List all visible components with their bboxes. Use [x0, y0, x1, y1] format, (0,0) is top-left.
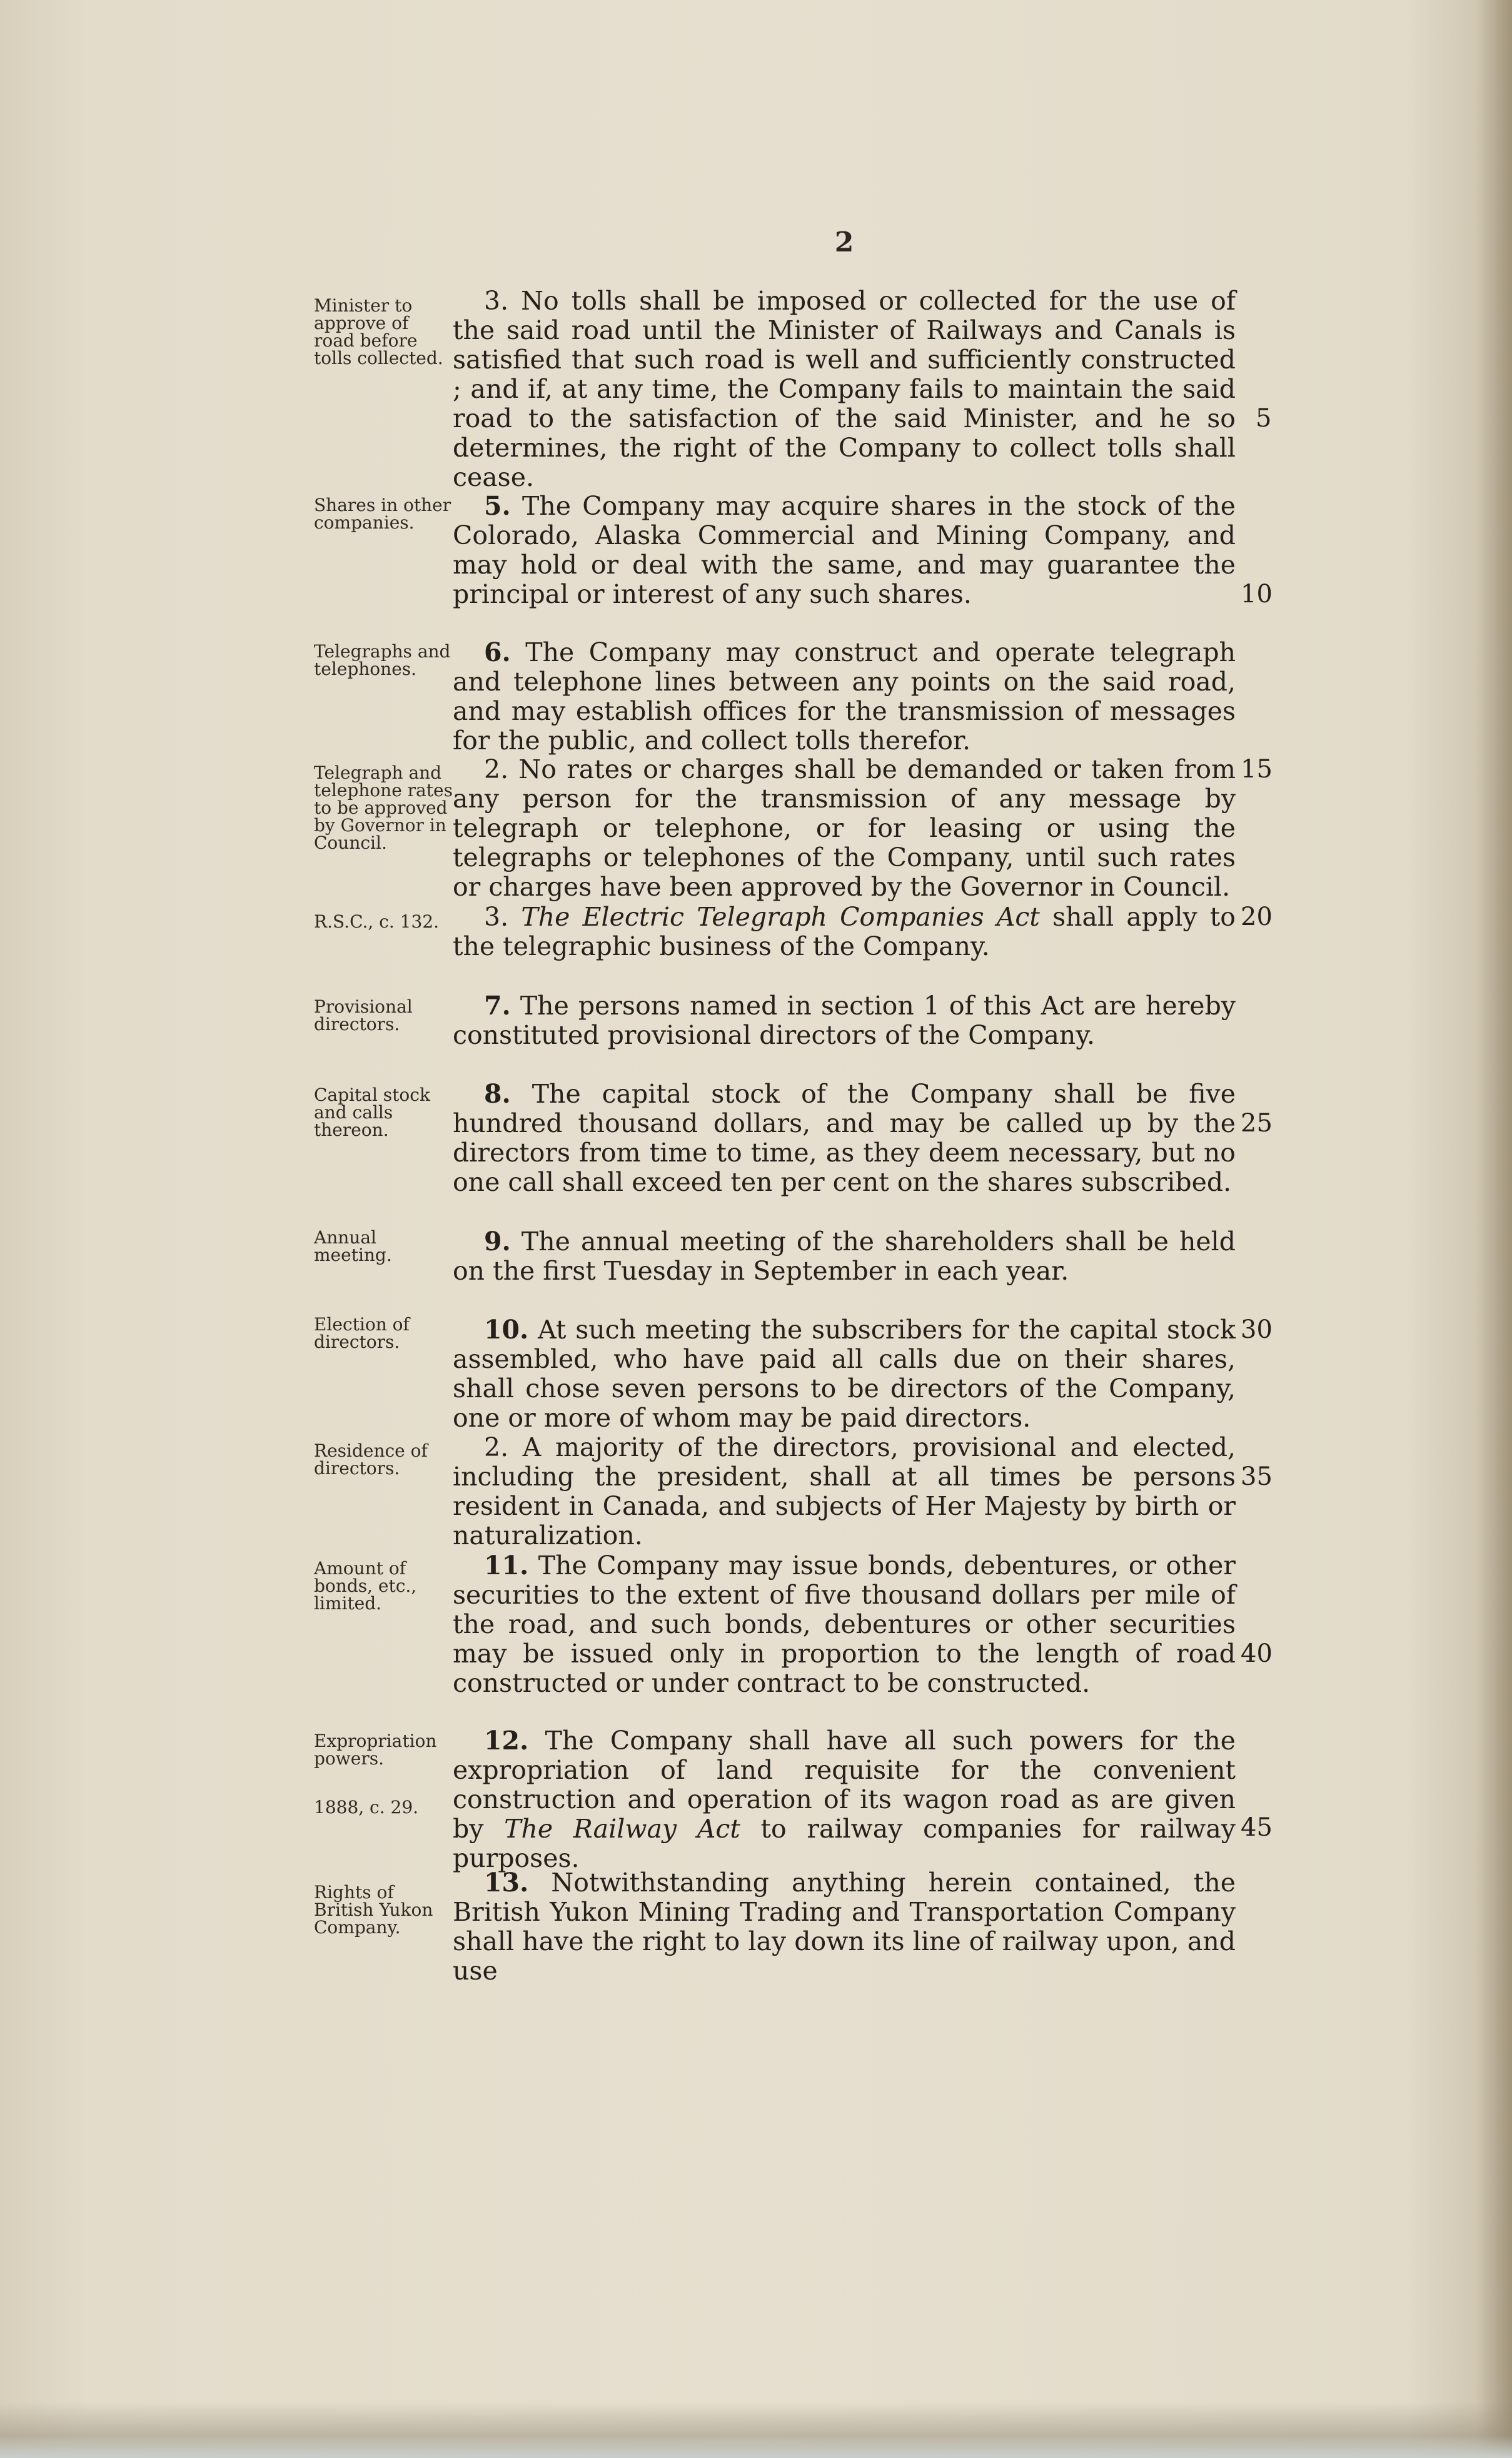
line-number: 35 — [1241, 1462, 1273, 1491]
line-number: 45 — [1241, 1813, 1273, 1842]
line-number: 15 — [1241, 755, 1273, 784]
margin-note: R.S.C., c. 132. — [314, 911, 440, 932]
act-title: The Electric Telegraph Companies Act — [521, 902, 1040, 932]
line-number: 5 — [1256, 404, 1272, 433]
margin-note: Minister to approve of road before tolls collected. — [314, 295, 443, 368]
section-paragraph — [453, 903, 1236, 961]
section-paragraph — [453, 638, 1236, 756]
section-number: 8. — [484, 1079, 511, 1109]
section-paragraph — [453, 1080, 1236, 1197]
line-number: 30 — [1241, 1315, 1273, 1344]
margin-note: Expropriation powers. — [314, 1731, 437, 1769]
line-number: 20 — [1241, 903, 1273, 931]
section-paragraph — [453, 991, 1236, 1050]
paragraph-text: The Company may construct and operate telegraph and telephone lines between any points on the said road, and may establish offices for the transmission of messages for the public, and collect tolls therefor. — [453, 637, 1236, 756]
act-title: The Railway Act — [504, 1814, 740, 1844]
line-number: 10 — [1241, 580, 1273, 609]
page-bottom-edge — [0, 2402, 1512, 2458]
page-edge-shadow — [1474, 0, 1512, 2458]
margin-note: Annual meeting. — [314, 1227, 392, 1265]
paragraph-text: The Company may acquire shares in the stock of the Colorado, Alaska Commercial and Mining Company, and may hold or deal with the same, and may guarantee the principal or interest of any such shares. — [453, 491, 1236, 609]
page-number: 2 — [834, 226, 854, 258]
paragraph-text: Notwithstanding anything herein contained, the British Yukon Mining Trading and Transportation Company shall have the right to lay down its line of railway upon, and use — [453, 1868, 1236, 1986]
section-paragraph — [453, 1315, 1236, 1433]
margin-note-citation: 1888, c. 29. — [314, 1797, 419, 1818]
margin-note: Telegraph and telephone rates to be approved by Governor in Council. — [314, 762, 453, 853]
margin-note: Shares in other companies. — [314, 495, 451, 533]
section-paragraph — [453, 1227, 1236, 1286]
paragraph-text: 3. No tolls shall be imposed or collected for the use of the said road until the Minister of Railways and Canals is satisfied that such road is well and sufficiently constructed ; and if, at any time, the Company fails to maintain the said road to the satisfaction of the said Minister, and he so determines, the right of the Company to collect tolls shall cease. — [453, 286, 1236, 492]
paragraph-text: 2. A majority of the directors, provisional and elected, including the president, shall at all times be persons resident in Canada, and subjects of Her Majesty by birth or naturalization. — [453, 1432, 1236, 1550]
section-number: 13. — [484, 1868, 529, 1898]
paragraph-text: The Company may issue bonds, debentures, or other securities to the extent of five thousand dollars per mile of the road, and such bonds, debentures or other securities may be issued only in proportion to the length of road constructed or under contract to be constructed. — [453, 1550, 1236, 1698]
section-paragraph — [453, 755, 1236, 902]
paragraph-text: The persons named in section 1 of this Act are hereby constituted provisional directors of the Company. — [453, 991, 1236, 1050]
paragraph-text: 2. No rates or charges shall be demanded or taken from any person for the transmission of any message by telegraph or telephone, or for leasing or using the telegraphs or telephones of the Company, until such rates or charges have been approved by the Governor in Council. — [453, 754, 1236, 902]
paragraph-text: The capital stock of the Company shall be five hundred thousand dollars, and may be called up by the directors from time to time, as they deem necessary, but no one call shall exceed ten per cent on the shares subscribed. — [453, 1079, 1236, 1197]
section-number: 6. — [484, 637, 511, 667]
paragraph-text: The annual meeting of the shareholders shall be held on the first Tuesday in September in each year. — [453, 1226, 1236, 1286]
margin-note: Amount of bonds, etc., limited. — [314, 1558, 417, 1614]
section-number: 10. — [484, 1315, 529, 1345]
section-number: 12. — [484, 1726, 529, 1756]
margin-note: Rights of British Yukon Company. — [314, 1882, 433, 1938]
section-paragraph — [453, 1433, 1236, 1550]
paragraph-text: shall apply to the telegraphic business of the Company. — [453, 902, 1236, 961]
section-number: 9. — [484, 1226, 511, 1257]
margin-note: Telegraphs and telephones. — [314, 641, 451, 679]
section-paragraph — [453, 286, 1236, 492]
margin-note: Election of directors. — [314, 1314, 410, 1352]
paragraph-text: 3. — [484, 902, 509, 932]
section-paragraph — [453, 492, 1236, 609]
section-paragraph — [453, 1726, 1236, 1873]
margin-note: Provisional directors. — [314, 996, 413, 1034]
section-paragraph — [453, 1551, 1236, 1698]
line-number: 25 — [1241, 1109, 1273, 1138]
line-number: 40 — [1241, 1639, 1273, 1668]
paragraph-text: to railway companies for railway purposes. — [453, 1814, 1236, 1873]
section-number: 5. — [484, 491, 511, 521]
paragraph-text: At such meeting the subscribers for the capital stock assembled, who have paid all calls due on their shares, shall chose seven persons to be directors of the Company, one or more of whom may be paid directors. — [453, 1315, 1236, 1433]
margin-note: Residence of directors. — [314, 1440, 428, 1479]
section-number: 11. — [484, 1550, 529, 1581]
paragraph-text: The Company shall have all such powers for the expropriation of land requisite for the convenient construction and operation of its wagon road as are given by — [453, 1726, 1236, 1844]
section-number: 7. — [484, 991, 511, 1021]
section-paragraph — [453, 1868, 1236, 1986]
margin-note: Capital stock and calls thereon. — [314, 1085, 430, 1140]
